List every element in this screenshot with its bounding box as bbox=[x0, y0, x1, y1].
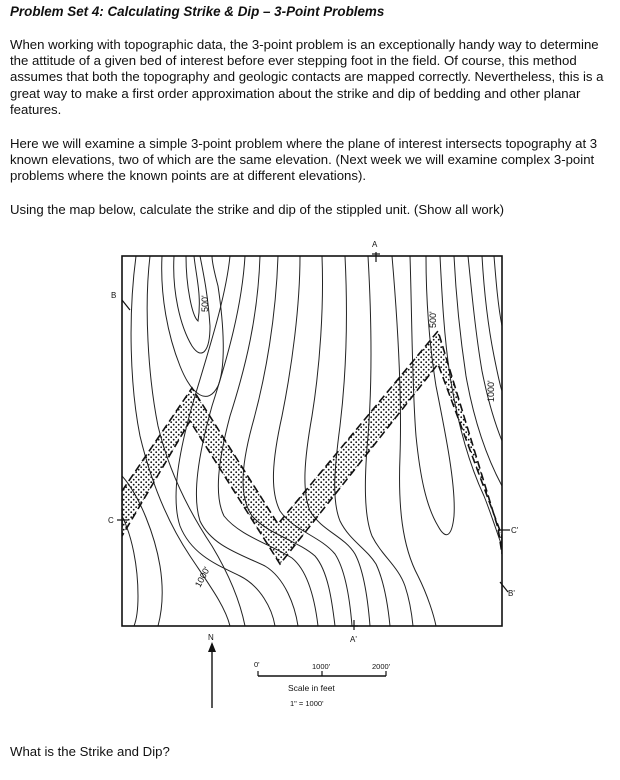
contour-label-500-left: 500' bbox=[200, 295, 210, 312]
contour-label-1000-right: 1000' bbox=[486, 380, 496, 402]
geologic-map-figure bbox=[100, 236, 540, 716]
section-label-b-prime: B' bbox=[508, 589, 515, 598]
north-arrow-head bbox=[208, 642, 216, 652]
section-label-c: C bbox=[108, 516, 114, 525]
scale-tick-1000: 1000' bbox=[312, 662, 331, 671]
question-text: What is the Strike and Dip? bbox=[10, 744, 170, 759]
contour-label-1000-bottom: 1000' bbox=[192, 565, 212, 589]
instruction-paragraph: Using the map below, calculate the strike and dip of the stippled unit. (Show all work) bbox=[10, 202, 505, 217]
north-arrow bbox=[208, 633, 216, 708]
section-label-a-prime: A' bbox=[350, 635, 357, 644]
intro-paragraph: When working with topographic data, the 3-point problem is an exceptionally handy way to determine the attitude of a given bed of interest before ever stepping foot in the field. Of course, this method assumes that both the topography and geologic contacts are mapped correctly. Nevertheless, this is a great way to make a first order approximation about the strike and dip of bedding and other planar features. bbox=[10, 37, 604, 117]
scale-tick-0: 0' bbox=[254, 660, 260, 669]
stippled-unit-band bbox=[122, 331, 502, 564]
section-label-c-prime: C' bbox=[511, 526, 519, 535]
scale-bar bbox=[254, 660, 391, 708]
north-label: N bbox=[208, 633, 214, 642]
scale-caption: Scale in feet bbox=[288, 683, 335, 693]
scale-tick-2000: 2000' bbox=[372, 662, 391, 671]
scale-ratio: 1" = 1000' bbox=[290, 699, 324, 708]
section-label-a: A bbox=[372, 240, 378, 249]
contour-label-500-right: 500' bbox=[428, 311, 438, 328]
stippled-unit bbox=[122, 331, 502, 564]
section-label-b: B bbox=[111, 291, 117, 300]
description-paragraph: Here we will examine a simple 3-point problem where the plane of interest intersects topography at 3 known elevations, two of which are the same elevation. (Next week we will examine complex 3-point problems where the known points are at different elevations). bbox=[10, 136, 598, 184]
contour-labels bbox=[193, 295, 496, 589]
page-title: Problem Set 4: Calculating Strike & Dip – 3-Point Problems bbox=[10, 4, 385, 19]
